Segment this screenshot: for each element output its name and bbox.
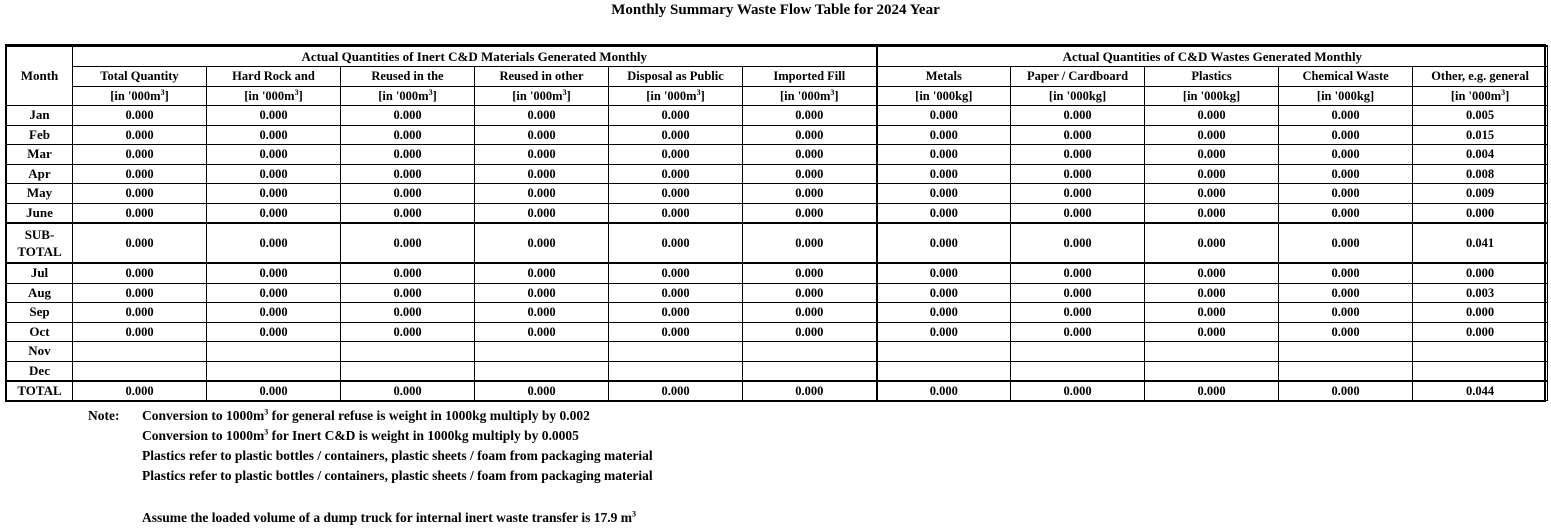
table-cell: 0.000: [1011, 106, 1145, 126]
row-month-label: Dec: [7, 361, 73, 381]
table-cell: [475, 342, 609, 362]
table-cell: 0.000: [743, 203, 877, 223]
column-unit: [in '000kg]: [1279, 86, 1413, 106]
table-cell: 0.000: [475, 125, 609, 145]
table-cell: 0.000: [609, 106, 743, 126]
table-cell: [1145, 342, 1279, 362]
notes-lines: [142, 406, 942, 528]
row-month-label: June: [7, 203, 73, 223]
column-header: Total Quantity: [73, 67, 207, 87]
table-row: [7, 263, 1548, 283]
table-row: [7, 125, 1548, 145]
table-cell: [877, 342, 1011, 362]
column-units-row: [7, 86, 1548, 106]
table-cell: 0.000: [877, 106, 1011, 126]
table-cell: 0.000: [475, 203, 609, 223]
table-cell: 0.000: [1011, 322, 1145, 342]
table-cell: 0.000: [1279, 184, 1413, 204]
table-cell: 0.000: [207, 106, 341, 126]
table-cell: 0.000: [877, 223, 1011, 263]
row-month-label: Feb: [7, 125, 73, 145]
table-cell: 0.000: [475, 164, 609, 184]
table-cell: 0.000: [1145, 203, 1279, 223]
table-cell: 0.000: [475, 303, 609, 323]
table-cell: 0.000: [207, 283, 341, 303]
row-month-label: Jul: [7, 263, 73, 283]
column-unit: [in '$000m^3$]: [743, 86, 877, 106]
notes-spacer: [142, 486, 942, 508]
group-header-waste: Actual Quantities of C&D Wastes Generated Monthly: [877, 46, 1548, 67]
table-cell: 0.000: [1145, 303, 1279, 323]
column-unit: [in '$000m^3$]: [73, 86, 207, 106]
column-unit: [in '000kg]: [1011, 86, 1145, 106]
table-cell: 0.000: [877, 263, 1011, 283]
table-cell: 0.000: [1145, 381, 1279, 401]
column-header: Hard Rock and: [207, 67, 341, 87]
table-cell: [743, 342, 877, 362]
note-line: Conversion to $1000m^3$ for general refuse is weight in 1000kg multiply by 0.002: [142, 407, 590, 423]
table-cell: 0.000: [1145, 145, 1279, 165]
table-row: [7, 361, 1548, 381]
table-cell: 0.000: [743, 125, 877, 145]
table-cell: 0.000: [609, 164, 743, 184]
table-cell: 0.000: [475, 184, 609, 204]
table-cell: [743, 361, 877, 381]
table-cell: 0.000: [341, 106, 475, 126]
note-line: Plastics refer to plastic bottles / containers, plastic sheets / foam from packaging material: [142, 468, 653, 483]
subtotal-row: [7, 223, 1548, 263]
row-month-label: Mar: [7, 145, 73, 165]
table-cell: [1145, 361, 1279, 381]
table-cell: 0.000: [609, 145, 743, 165]
table-cell: 0.005: [1413, 106, 1548, 126]
table-cell: 0.000: [743, 263, 877, 283]
total-row: [7, 381, 1548, 401]
table-cell: 0.000: [743, 223, 877, 263]
column-header: Chemical Waste: [1279, 67, 1413, 87]
column-header: Disposal as Public: [609, 67, 743, 87]
row-month-label: TOTAL: [7, 381, 73, 401]
table-cell: 0.000: [475, 145, 609, 165]
table-row: [7, 184, 1548, 204]
table-cell: 0.000: [1413, 263, 1548, 283]
table-cell: 0.000: [341, 184, 475, 204]
column-unit: [in '000kg]: [877, 86, 1011, 106]
table-cell: 0.000: [73, 263, 207, 283]
table-cell: 0.000: [1011, 283, 1145, 303]
table-cell: [341, 361, 475, 381]
column-header: Plastics: [1145, 67, 1279, 87]
waste-flow-table: [6, 45, 1548, 401]
row-month-label: Apr: [7, 164, 73, 184]
column-unit: [in '$000m^3$]: [609, 86, 743, 106]
table-cell: 0.000: [609, 283, 743, 303]
table-cell: 0.044: [1413, 381, 1548, 401]
table-cell: 0.000: [609, 184, 743, 204]
table-row: [7, 164, 1548, 184]
table-cell: 0.000: [743, 303, 877, 323]
table-cell: 0.000: [341, 164, 475, 184]
table-cell: 0.000: [609, 125, 743, 145]
table-cell: 0.000: [1145, 164, 1279, 184]
column-unit: [in '$000m^3$]: [1413, 86, 1548, 106]
table-cell: 0.000: [1011, 164, 1145, 184]
table-cell: 0.000: [475, 322, 609, 342]
table-cell: 0.000: [609, 263, 743, 283]
table-cell: 0.000: [1279, 283, 1413, 303]
table-cell: 0.004: [1413, 145, 1548, 165]
table-cell: 0.000: [1145, 223, 1279, 263]
table-cell: 0.000: [341, 223, 475, 263]
table-cell: 0.000: [207, 164, 341, 184]
table-row: [7, 342, 1548, 362]
table-cell: [1011, 342, 1145, 362]
table-cell: 0.000: [1413, 322, 1548, 342]
column-header: Reused in the: [341, 67, 475, 87]
column-header: Metals: [877, 67, 1011, 87]
table-row: [7, 303, 1548, 323]
table-cell: 0.000: [877, 125, 1011, 145]
table-cell: 0.000: [877, 381, 1011, 401]
table-cell: 0.000: [1279, 203, 1413, 223]
row-month-label: Aug: [7, 283, 73, 303]
row-month-label: Sep: [7, 303, 73, 323]
table-cell: 0.000: [877, 303, 1011, 323]
table-cell: 0.000: [1011, 263, 1145, 283]
page-title: Monthly Summary Waste Flow Table for 2024 Year: [611, 2, 940, 18]
row-month-label: SUB- TOTAL: [7, 223, 73, 263]
table-cell: 0.000: [1279, 145, 1413, 165]
table-cell: 0.000: [73, 125, 207, 145]
column-unit: [in '000kg]: [1145, 86, 1279, 106]
table-cell: 0.000: [73, 164, 207, 184]
row-month-label: Jan: [7, 106, 73, 126]
table-cell: 0.000: [743, 184, 877, 204]
table-cell: 0.000: [1279, 322, 1413, 342]
table-cell: [207, 361, 341, 381]
table-cell: 0.000: [609, 322, 743, 342]
table-cell: 0.000: [1279, 263, 1413, 283]
column-header: Reused in other: [475, 67, 609, 87]
table-cell: 0.000: [73, 145, 207, 165]
table-row: [7, 283, 1548, 303]
table-cell: 0.000: [73, 203, 207, 223]
table-cell: 0.000: [1011, 223, 1145, 263]
table-cell: 0.000: [207, 125, 341, 145]
table-cell: 0.000: [1145, 322, 1279, 342]
table-cell: 0.000: [341, 283, 475, 303]
table-cell: 0.000: [207, 145, 341, 165]
table-cell: 0.000: [1011, 184, 1145, 204]
column-unit: [in '$000m^3$]: [475, 86, 609, 106]
table-cell: 0.041: [1413, 223, 1548, 263]
table-cell: 0.000: [73, 381, 207, 401]
table-cell: 0.000: [877, 184, 1011, 204]
table-cell: 0.000: [1279, 125, 1413, 145]
table-cell: 0.000: [1011, 125, 1145, 145]
table-cell: 0.000: [743, 283, 877, 303]
table-cell: [1279, 361, 1413, 381]
table-row: [7, 322, 1548, 342]
table-cell: 0.000: [73, 322, 207, 342]
table-cell: 0.000: [73, 283, 207, 303]
table-cell: 0.000: [743, 322, 877, 342]
table-cell: 0.000: [207, 184, 341, 204]
row-month-label: May: [7, 184, 73, 204]
note-line: Assume the loaded volume of a dump truck for internal inert waste transfer is 17.9 $m^3$: [142, 509, 636, 525]
table-cell: 0.015: [1413, 125, 1548, 145]
column-unit: [in '$000m^3$]: [207, 86, 341, 106]
table-cell: [73, 361, 207, 381]
table-cell: 0.000: [73, 303, 207, 323]
table-cell: 0.000: [341, 145, 475, 165]
table-cell: 0.000: [207, 263, 341, 283]
table-cell: 0.000: [207, 223, 341, 263]
table-cell: [877, 361, 1011, 381]
table-cell: [475, 361, 609, 381]
table-cell: 0.000: [743, 106, 877, 126]
table-cell: [1413, 342, 1548, 362]
table-cell: 0.000: [1279, 303, 1413, 323]
table-cell: 0.000: [877, 283, 1011, 303]
note-line: Plastics refer to plastic bottles / containers, plastic sheets / foam from packaging material: [142, 448, 653, 463]
table-cell: 0.000: [877, 145, 1011, 165]
table-cell: 0.000: [1011, 303, 1145, 323]
table-cell: 0.000: [1279, 164, 1413, 184]
table-cell: 0.000: [341, 263, 475, 283]
table-cell: 0.000: [1413, 203, 1548, 223]
table-cell: 0.000: [743, 145, 877, 165]
table-cell: 0.000: [341, 203, 475, 223]
table-cell: 0.000: [1011, 203, 1145, 223]
table-cell: 0.000: [73, 184, 207, 204]
month-header: Month: [7, 46, 73, 106]
table-cell: 0.000: [609, 303, 743, 323]
table-cell: 0.000: [207, 203, 341, 223]
column-names-row: [7, 67, 1548, 87]
column-header: Other, e.g. general: [1413, 67, 1548, 87]
table-cell: 0.008: [1413, 164, 1548, 184]
table-cell: 0.000: [475, 283, 609, 303]
table-cell: 0.000: [877, 203, 1011, 223]
table-cell: 0.000: [1145, 184, 1279, 204]
table-cell: 0.000: [475, 381, 609, 401]
table-cell: 0.000: [1145, 125, 1279, 145]
table-cell: 0.000: [475, 106, 609, 126]
table-cell: 0.000: [341, 322, 475, 342]
table-cell: 0.000: [1413, 303, 1548, 323]
table-cell: 0.000: [1145, 263, 1279, 283]
column-unit: [in '$000m^3$]: [341, 86, 475, 106]
table-cell: 0.000: [609, 223, 743, 263]
table-cell: 0.000: [207, 303, 341, 323]
table-cell: [609, 361, 743, 381]
table-row: [7, 203, 1548, 223]
table-row: [7, 145, 1548, 165]
table-cell: [1413, 361, 1548, 381]
table-cell: 0.000: [207, 381, 341, 401]
notes-label: Note:: [88, 408, 120, 423]
table-cell: 0.000: [1011, 145, 1145, 165]
table-cell: 0.000: [1011, 381, 1145, 401]
table-cell: 0.000: [1279, 381, 1413, 401]
table-cell: 0.003: [1413, 283, 1548, 303]
table-cell: 0.000: [73, 106, 207, 126]
table-cell: 0.000: [1279, 223, 1413, 263]
table-cell: [609, 342, 743, 362]
table-cell: [1279, 342, 1413, 362]
table-cell: [1011, 361, 1145, 381]
table-cell: 0.000: [475, 223, 609, 263]
table-cell: 0.000: [743, 381, 877, 401]
note-line: Conversion to $1000m^3$ for Inert C&D is weight in 1000kg multiply by 0.0005: [142, 427, 579, 443]
table-cell: 0.000: [609, 381, 743, 401]
table-body: [7, 106, 1548, 401]
table-cell: 0.000: [73, 223, 207, 263]
table-cell: 0.000: [1145, 283, 1279, 303]
row-month-label: Oct: [7, 322, 73, 342]
table-cell: 0.000: [877, 322, 1011, 342]
row-month-label: Nov: [7, 342, 73, 362]
column-header: Paper / Cardboard: [1011, 67, 1145, 87]
column-header: Imported Fill: [743, 67, 877, 87]
table-cell: 0.000: [475, 263, 609, 283]
table-cell: 0.000: [341, 303, 475, 323]
table-cell: [73, 342, 207, 362]
table-cell: 0.000: [609, 203, 743, 223]
table-row: [7, 106, 1548, 126]
table-cell: 0.000: [743, 164, 877, 184]
table-cell: [207, 342, 341, 362]
table-cell: 0.000: [207, 322, 341, 342]
table-cell: 0.000: [1145, 106, 1279, 126]
table-cell: 0.000: [341, 381, 475, 401]
table-cell: [341, 342, 475, 362]
group-header-inert: Actual Quantities of Inert C&D Materials Generated Monthly: [73, 46, 877, 67]
table-cell: 0.000: [1279, 106, 1413, 126]
table-cell: 0.000: [877, 164, 1011, 184]
table-cell: 0.000: [341, 125, 475, 145]
table-cell: 0.009: [1413, 184, 1548, 204]
